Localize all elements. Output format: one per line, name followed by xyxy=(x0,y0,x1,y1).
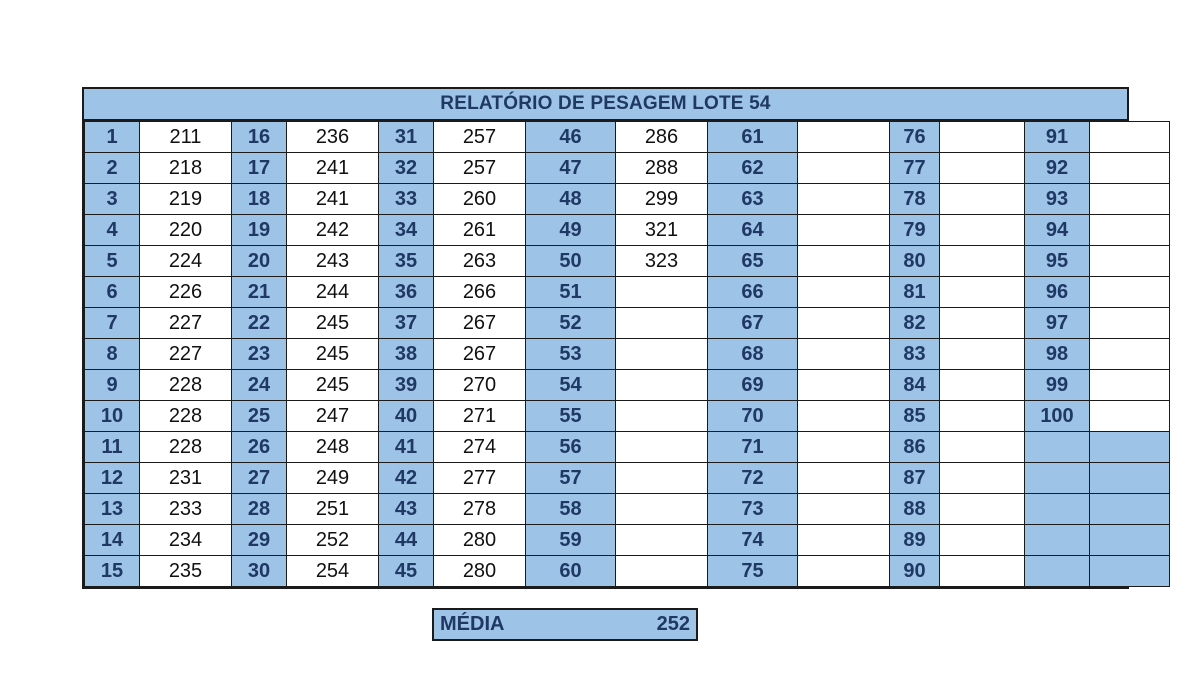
row-number-cell: 57 xyxy=(526,463,616,494)
row-number-cell: 7 xyxy=(85,308,140,339)
weight-cell xyxy=(940,556,1025,587)
row-number-cell: 23 xyxy=(232,339,287,370)
report-title: RELATÓRIO DE PESAGEM LOTE 54 xyxy=(84,89,1127,121)
row-number-cell: 76 xyxy=(890,122,940,153)
row-number-cell: 82 xyxy=(890,308,940,339)
row-number-cell: 4 xyxy=(85,215,140,246)
weight-cell: 263 xyxy=(434,246,526,277)
average-summary xyxy=(432,608,698,641)
weight-cell xyxy=(616,556,708,587)
weight-cell: 248 xyxy=(287,432,379,463)
average-label: MÉDIA xyxy=(440,613,505,635)
weight-cell: 242 xyxy=(287,215,379,246)
row-number-cell: 96 xyxy=(1025,277,1090,308)
row-number-cell: 98 xyxy=(1025,339,1090,370)
row-number-cell: 50 xyxy=(526,246,616,277)
weight-cell: 299 xyxy=(616,184,708,215)
weight-cell xyxy=(616,463,708,494)
row-number-cell: 91 xyxy=(1025,122,1090,153)
table-row xyxy=(85,246,1170,277)
row-number-cell: 16 xyxy=(232,122,287,153)
row-number-cell: 21 xyxy=(232,277,287,308)
row-number-cell: 64 xyxy=(708,215,798,246)
weight-cell xyxy=(940,308,1025,339)
row-number-cell: 15 xyxy=(85,556,140,587)
row-number-cell: 20 xyxy=(232,246,287,277)
row-number-cell: 19 xyxy=(232,215,287,246)
row-number-cell: 18 xyxy=(232,184,287,215)
table-row xyxy=(85,401,1170,432)
table-row xyxy=(85,308,1170,339)
weight-cell xyxy=(1090,432,1170,463)
weight-cell xyxy=(940,246,1025,277)
table-row xyxy=(85,215,1170,246)
weight-cell: 245 xyxy=(287,308,379,339)
weight-cell xyxy=(616,494,708,525)
weight-cell xyxy=(798,215,890,246)
row-number-cell: 75 xyxy=(708,556,798,587)
weighing-table xyxy=(84,121,1170,587)
row-number-cell: 13 xyxy=(85,494,140,525)
weight-cell xyxy=(798,153,890,184)
row-number-cell: 79 xyxy=(890,215,940,246)
row-number-cell: 58 xyxy=(526,494,616,525)
weight-cell: 233 xyxy=(140,494,232,525)
weight-cell xyxy=(798,246,890,277)
table-row xyxy=(85,277,1170,308)
weight-cell xyxy=(940,122,1025,153)
row-number-cell: 51 xyxy=(526,277,616,308)
row-number-cell: 53 xyxy=(526,339,616,370)
row-number-cell: 93 xyxy=(1025,184,1090,215)
row-number-cell: 36 xyxy=(379,277,434,308)
row-number-cell: 71 xyxy=(708,432,798,463)
row-number-cell: 84 xyxy=(890,370,940,401)
weight-cell xyxy=(616,339,708,370)
row-number-cell: 10 xyxy=(85,401,140,432)
row-number-cell: 8 xyxy=(85,339,140,370)
weight-cell: 257 xyxy=(434,122,526,153)
row-number-cell: 80 xyxy=(890,246,940,277)
row-number-cell: 63 xyxy=(708,184,798,215)
weight-cell xyxy=(616,432,708,463)
weight-cell xyxy=(940,339,1025,370)
weight-cell: 224 xyxy=(140,246,232,277)
row-number-cell: 83 xyxy=(890,339,940,370)
row-number-cell: 94 xyxy=(1025,215,1090,246)
weight-cell: 267 xyxy=(434,339,526,370)
row-number-cell: 9 xyxy=(85,370,140,401)
weight-cell xyxy=(940,153,1025,184)
row-number-cell xyxy=(1025,432,1090,463)
row-number-cell: 86 xyxy=(890,432,940,463)
row-number-cell: 89 xyxy=(890,525,940,556)
row-number-cell: 66 xyxy=(708,277,798,308)
row-number-cell: 54 xyxy=(526,370,616,401)
weight-cell xyxy=(940,463,1025,494)
weight-cell: 228 xyxy=(140,401,232,432)
weight-cell: 227 xyxy=(140,339,232,370)
weight-cell xyxy=(798,556,890,587)
row-number-cell: 48 xyxy=(526,184,616,215)
table-row xyxy=(85,463,1170,494)
weight-cell xyxy=(1090,308,1170,339)
weight-cell xyxy=(940,277,1025,308)
row-number-cell: 72 xyxy=(708,463,798,494)
row-number-cell: 61 xyxy=(708,122,798,153)
weight-cell: 228 xyxy=(140,370,232,401)
table-row xyxy=(85,122,1170,153)
weight-cell: 236 xyxy=(287,122,379,153)
row-number-cell: 56 xyxy=(526,432,616,463)
row-number-cell xyxy=(1025,525,1090,556)
weight-cell: 274 xyxy=(434,432,526,463)
weight-cell xyxy=(940,370,1025,401)
table-row xyxy=(85,525,1170,556)
weight-cell xyxy=(940,184,1025,215)
row-number-cell: 74 xyxy=(708,525,798,556)
row-number-cell: 81 xyxy=(890,277,940,308)
weight-cell: 261 xyxy=(434,215,526,246)
table-row xyxy=(85,339,1170,370)
table-row xyxy=(85,153,1170,184)
row-number-cell: 26 xyxy=(232,432,287,463)
weight-cell: 234 xyxy=(140,525,232,556)
weight-cell: 270 xyxy=(434,370,526,401)
row-number-cell: 11 xyxy=(85,432,140,463)
weight-cell: 241 xyxy=(287,153,379,184)
row-number-cell: 60 xyxy=(526,556,616,587)
row-number-cell: 59 xyxy=(526,525,616,556)
row-number-cell: 67 xyxy=(708,308,798,339)
row-number-cell: 3 xyxy=(85,184,140,215)
row-number-cell: 1 xyxy=(85,122,140,153)
row-number-cell: 28 xyxy=(232,494,287,525)
weight-cell xyxy=(940,525,1025,556)
weight-cell xyxy=(798,401,890,432)
weight-cell xyxy=(616,277,708,308)
row-number-cell: 41 xyxy=(379,432,434,463)
row-number-cell: 62 xyxy=(708,153,798,184)
weight-cell xyxy=(798,463,890,494)
row-number-cell xyxy=(1025,556,1090,587)
row-number-cell: 70 xyxy=(708,401,798,432)
weight-cell: 220 xyxy=(140,215,232,246)
weight-cell: 266 xyxy=(434,277,526,308)
weight-cell xyxy=(616,308,708,339)
row-number-cell: 77 xyxy=(890,153,940,184)
weight-cell: 254 xyxy=(287,556,379,587)
row-number-cell: 88 xyxy=(890,494,940,525)
row-number-cell: 85 xyxy=(890,401,940,432)
row-number-cell: 45 xyxy=(379,556,434,587)
weight-cell: 249 xyxy=(287,463,379,494)
weight-cell: 280 xyxy=(434,556,526,587)
weight-cell: 231 xyxy=(140,463,232,494)
weight-cell: 245 xyxy=(287,370,379,401)
weight-cell xyxy=(798,494,890,525)
row-number-cell: 78 xyxy=(890,184,940,215)
weight-cell: 218 xyxy=(140,153,232,184)
table-row xyxy=(85,432,1170,463)
weight-cell: 277 xyxy=(434,463,526,494)
row-number-cell: 97 xyxy=(1025,308,1090,339)
table-row xyxy=(85,184,1170,215)
row-number-cell: 14 xyxy=(85,525,140,556)
weight-cell xyxy=(940,494,1025,525)
row-number-cell: 52 xyxy=(526,308,616,339)
row-number-cell: 92 xyxy=(1025,153,1090,184)
weight-cell xyxy=(1090,525,1170,556)
row-number-cell: 42 xyxy=(379,463,434,494)
weight-cell: 227 xyxy=(140,308,232,339)
weight-cell: 286 xyxy=(616,122,708,153)
weight-cell: 219 xyxy=(140,184,232,215)
weight-cell: 323 xyxy=(616,246,708,277)
weight-cell: 228 xyxy=(140,432,232,463)
row-number-cell: 44 xyxy=(379,525,434,556)
row-number-cell: 95 xyxy=(1025,246,1090,277)
row-number-cell: 73 xyxy=(708,494,798,525)
row-number-cell: 32 xyxy=(379,153,434,184)
weight-cell xyxy=(940,401,1025,432)
weight-cell: 245 xyxy=(287,339,379,370)
weight-cell: 288 xyxy=(616,153,708,184)
weight-cell xyxy=(1090,122,1170,153)
weight-cell xyxy=(940,432,1025,463)
weight-cell: 280 xyxy=(434,525,526,556)
row-number-cell: 33 xyxy=(379,184,434,215)
row-number-cell: 30 xyxy=(232,556,287,587)
weight-cell: 321 xyxy=(616,215,708,246)
weight-cell xyxy=(798,277,890,308)
row-number-cell: 55 xyxy=(526,401,616,432)
row-number-cell: 69 xyxy=(708,370,798,401)
weight-cell: 243 xyxy=(287,246,379,277)
weight-cell xyxy=(1090,153,1170,184)
weight-cell: 211 xyxy=(140,122,232,153)
row-number-cell: 22 xyxy=(232,308,287,339)
weight-cell xyxy=(798,432,890,463)
row-number-cell: 37 xyxy=(379,308,434,339)
weight-cell: 241 xyxy=(287,184,379,215)
row-number-cell xyxy=(1025,494,1090,525)
weight-cell xyxy=(798,370,890,401)
row-number-cell: 6 xyxy=(85,277,140,308)
row-number-cell: 25 xyxy=(232,401,287,432)
row-number-cell xyxy=(1025,463,1090,494)
row-number-cell: 17 xyxy=(232,153,287,184)
row-number-cell: 12 xyxy=(85,463,140,494)
row-number-cell: 38 xyxy=(379,339,434,370)
row-number-cell: 46 xyxy=(526,122,616,153)
weight-cell xyxy=(1090,463,1170,494)
weight-cell xyxy=(1090,277,1170,308)
weight-cell xyxy=(1090,370,1170,401)
row-number-cell: 68 xyxy=(708,339,798,370)
weight-cell xyxy=(1090,494,1170,525)
weight-cell xyxy=(616,370,708,401)
weight-cell xyxy=(798,525,890,556)
row-number-cell: 99 xyxy=(1025,370,1090,401)
weight-cell xyxy=(798,122,890,153)
weight-cell xyxy=(940,215,1025,246)
row-number-cell: 49 xyxy=(526,215,616,246)
weight-cell: 251 xyxy=(287,494,379,525)
weight-cell xyxy=(798,339,890,370)
weight-cell xyxy=(1090,246,1170,277)
weighing-report-sheet xyxy=(82,87,1129,589)
row-number-cell: 24 xyxy=(232,370,287,401)
row-number-cell: 43 xyxy=(379,494,434,525)
row-number-cell: 39 xyxy=(379,370,434,401)
table-row xyxy=(85,556,1170,587)
row-number-cell: 90 xyxy=(890,556,940,587)
table-row xyxy=(85,370,1170,401)
weight-cell: 260 xyxy=(434,184,526,215)
weight-cell: 235 xyxy=(140,556,232,587)
weight-cell xyxy=(1090,184,1170,215)
row-number-cell: 35 xyxy=(379,246,434,277)
weight-cell: 252 xyxy=(287,525,379,556)
weight-cell xyxy=(1090,556,1170,587)
table-row xyxy=(85,494,1170,525)
row-number-cell: 65 xyxy=(708,246,798,277)
row-number-cell: 2 xyxy=(85,153,140,184)
weight-cell xyxy=(616,525,708,556)
weight-cell xyxy=(1090,339,1170,370)
weight-cell xyxy=(798,184,890,215)
weight-cell: 226 xyxy=(140,277,232,308)
weight-cell: 257 xyxy=(434,153,526,184)
weight-cell xyxy=(616,401,708,432)
row-number-cell: 87 xyxy=(890,463,940,494)
row-number-cell: 27 xyxy=(232,463,287,494)
row-number-cell: 40 xyxy=(379,401,434,432)
weight-cell: 267 xyxy=(434,308,526,339)
row-number-cell: 34 xyxy=(379,215,434,246)
weight-cell xyxy=(1090,401,1170,432)
weight-cell xyxy=(1090,215,1170,246)
row-number-cell: 31 xyxy=(379,122,434,153)
row-number-cell: 100 xyxy=(1025,401,1090,432)
weight-cell: 278 xyxy=(434,494,526,525)
row-number-cell: 47 xyxy=(526,153,616,184)
weight-cell: 271 xyxy=(434,401,526,432)
average-value: 252 xyxy=(656,613,690,635)
weight-cell: 244 xyxy=(287,277,379,308)
row-number-cell: 29 xyxy=(232,525,287,556)
weight-cell: 247 xyxy=(287,401,379,432)
row-number-cell: 5 xyxy=(85,246,140,277)
weight-cell xyxy=(798,308,890,339)
